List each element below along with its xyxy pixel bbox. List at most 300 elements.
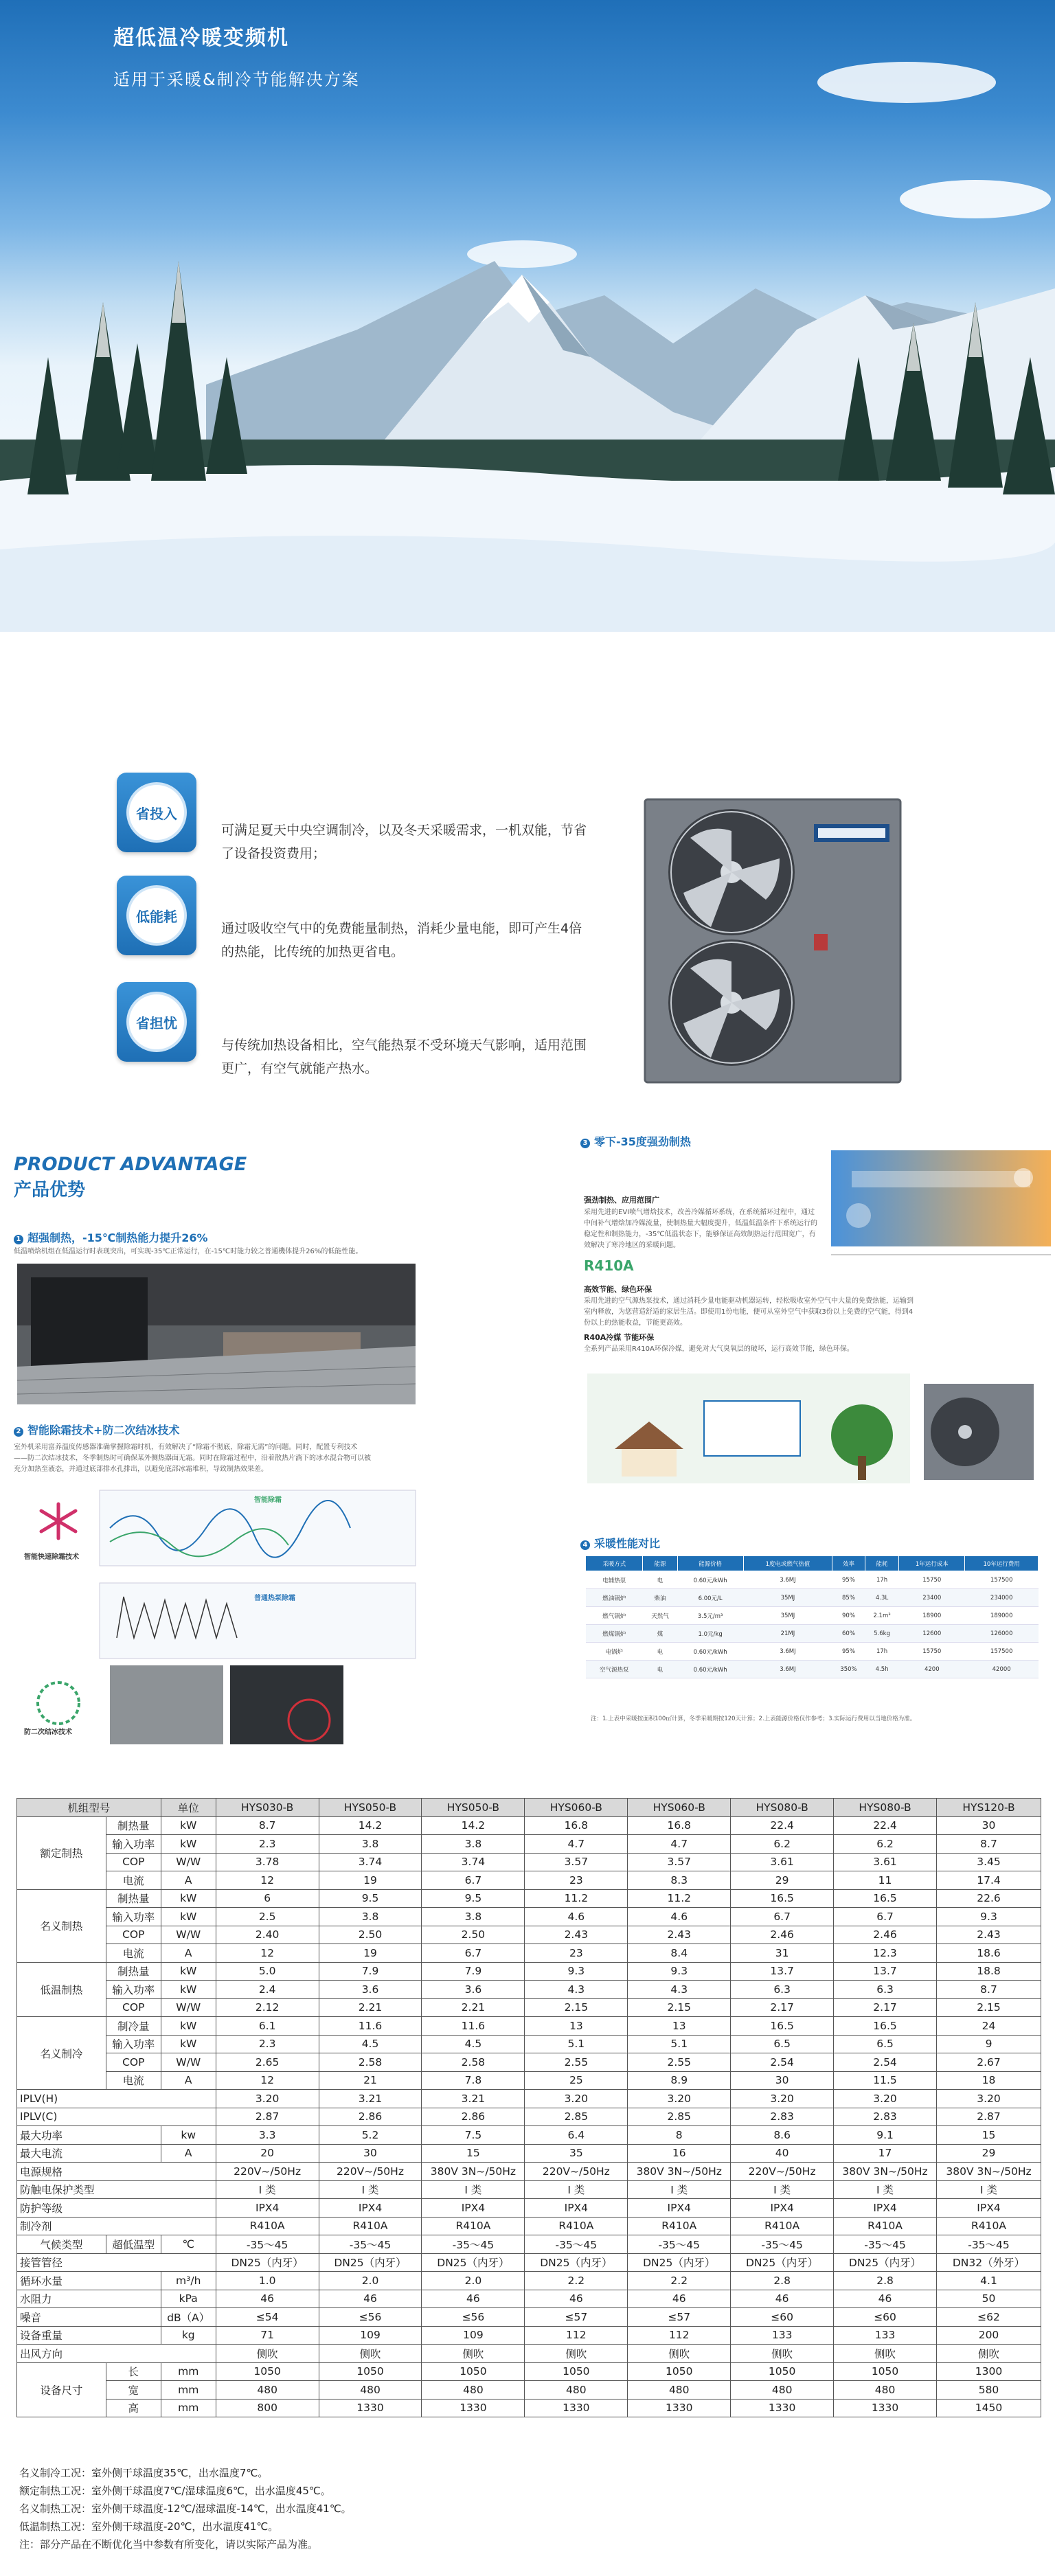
table-cell: 35MJ <box>743 1607 832 1625</box>
table-cell: 制热量 <box>106 1889 161 1908</box>
snowflake-icon <box>27 1501 89 1555</box>
section-title: 采暖性能对比 <box>594 1537 661 1550</box>
table-cell: ≤56 <box>422 2308 525 2327</box>
table-cell: I 类 <box>216 2180 319 2199</box>
table-cell: 30 <box>319 2144 422 2163</box>
table-cell: 16.5 <box>731 1889 834 1908</box>
section-title: 零下-35度强劲制热 <box>594 1135 691 1148</box>
table-cell: 46 <box>628 2290 731 2308</box>
table-cell: 1.0 <box>216 2272 319 2290</box>
table-row <box>586 1571 1039 1589</box>
energy-desc: 采用先进的空气源热泵技术，通过消耗少量电能驱动机器运转，轻松吸收室外空气中大量的免费热能，运输到室内释放，为您营造舒适的家居生活。即使用1份电能，便可从室外空气中获取3份以上免费的空气能，得到4份以上的热能收益，节能更高效。 <box>584 1297 914 1327</box>
table-cell: 2.21 <box>319 1998 422 2017</box>
table-cell: 17.4 <box>937 1871 1041 1890</box>
table-cell: 低温制热 <box>17 1962 106 2017</box>
table-cell: 能耗 <box>865 1556 898 1571</box>
table-cell: 1050 <box>834 2362 937 2381</box>
table-cell: 3.21 <box>422 2090 525 2108</box>
table-cell: 0.60元/kWh <box>677 1571 743 1589</box>
table-cell: 580 <box>937 2381 1041 2400</box>
table-row <box>17 1799 1041 1817</box>
table-cell: 31 <box>731 1944 834 1963</box>
table-cell: 循环水量 <box>17 2272 161 2290</box>
feature-icon-save-investment <box>117 773 196 852</box>
table-cell: 2.1m³ <box>865 1607 898 1625</box>
table-row <box>586 1625 1039 1643</box>
table-cell: I 类 <box>937 2180 1041 2199</box>
table-row <box>17 2180 1041 2199</box>
table-cell: HYS030-B <box>216 1799 319 1817</box>
table-cell: 3.3 <box>216 2126 319 2145</box>
table-cell: kW <box>161 2017 216 2036</box>
table-cell: 天然气 <box>643 1607 677 1625</box>
table-cell: 126000 <box>965 1625 1039 1643</box>
table-cell: 18900 <box>899 1607 965 1625</box>
table-cell: 单位 <box>161 1799 216 1817</box>
table-cell: 水阻力 <box>17 2290 161 2308</box>
table-cell: 2.58 <box>422 2053 525 2072</box>
table-cell: 16.5 <box>834 2017 937 2036</box>
table-cell: 109 <box>319 2326 422 2345</box>
table-cell: 4.5h <box>865 1661 898 1678</box>
table-cell: 6.5 <box>834 2035 937 2053</box>
table-cell: 制热量 <box>106 1962 161 1981</box>
table-cell: 2.40 <box>216 1926 319 1944</box>
table-cell: 12 <box>216 2071 319 2090</box>
table-row <box>17 2090 1041 2108</box>
table-cell: 2.86 <box>319 2108 422 2126</box>
table-cell: 16.5 <box>834 1889 937 1908</box>
table-row <box>17 1998 1041 2017</box>
table-row <box>17 2253 1041 2272</box>
table-cell: 2.5 <box>216 1908 319 1926</box>
table-cell: 4.3 <box>628 1981 731 1999</box>
table-cell: 220V~/50Hz <box>525 2163 628 2181</box>
table-cell: 2.85 <box>628 2108 731 2126</box>
table-cell: 6.7 <box>422 1871 525 1890</box>
table-cell: ≤57 <box>525 2308 628 2327</box>
section-heading <box>14 1422 179 1437</box>
table-cell: ≤56 <box>319 2308 422 2327</box>
table-cell: 3.6 <box>319 1981 422 1999</box>
table-cell: R410A <box>731 2217 834 2235</box>
table-cell: 效率 <box>832 1556 865 1571</box>
table-cell: 22.4 <box>731 1816 834 1835</box>
table-row <box>17 2126 1041 2145</box>
table-cell: kW <box>161 1908 216 1926</box>
table-cell: COP <box>106 1853 161 1871</box>
table-cell: 35MJ <box>743 1589 832 1607</box>
table-cell: 15750 <box>899 1643 965 1661</box>
table-row <box>17 2308 1041 2327</box>
table-cell: 19 <box>319 1871 422 1890</box>
table-cell: I 类 <box>319 2180 422 2199</box>
table-cell: 7.9 <box>422 1962 525 1981</box>
table-cell: I 类 <box>628 2180 731 2199</box>
table-cell: 2.8 <box>834 2272 937 2290</box>
table-cell: 800 <box>216 2399 319 2417</box>
table-cell: 设备重量 <box>17 2326 161 2345</box>
table-cell: IPX4 <box>422 2199 525 2218</box>
table-cell: 2.85 <box>525 2108 628 2126</box>
table-cell: DN32（外牙） <box>937 2253 1041 2272</box>
table-cell: 6 <box>216 1889 319 1908</box>
table-row <box>17 2017 1041 2036</box>
spec-note: 名义制冷工况：室外侧干球温度35℃，出水温度7℃。 <box>19 2467 269 2479</box>
temperature-range-chart <box>831 1150 1051 1264</box>
table-cell: 制冷剂 <box>17 2217 216 2235</box>
table-cell: 4.7 <box>628 1835 731 1854</box>
table-cell: 4.5 <box>319 2035 422 2053</box>
table-cell: 18.8 <box>937 1962 1041 1981</box>
table-cell: W/W <box>161 1998 216 2017</box>
table-cell: 234000 <box>965 1589 1039 1607</box>
table-cell: I 类 <box>525 2180 628 2199</box>
table-cell: 2.50 <box>319 1926 422 1944</box>
table-cell: 8.7 <box>216 1816 319 1835</box>
table-cell: 4.6 <box>525 1908 628 1926</box>
table-cell: 22.6 <box>937 1889 1041 1908</box>
table-row <box>17 2217 1041 2235</box>
table-cell: 2.83 <box>834 2108 937 2126</box>
table-cell: 防护等级 <box>17 2199 216 2218</box>
table-cell: 480 <box>319 2381 422 2400</box>
table-row <box>17 2144 1041 2163</box>
table-cell: m³/h <box>161 2272 216 2290</box>
table-cell: 5.1 <box>628 2035 731 2053</box>
table-cell: ≤57 <box>628 2308 731 2327</box>
table-cell: 133 <box>731 2326 834 2345</box>
table-cell: 2.21 <box>422 1998 525 2017</box>
table-row <box>586 1556 1039 1571</box>
table-cell: 0.60元/kWh <box>677 1661 743 1678</box>
table-cell: 46 <box>731 2290 834 2308</box>
table-cell: 输入功率 <box>106 1981 161 1999</box>
table-row <box>586 1661 1039 1678</box>
table-cell: 480 <box>628 2381 731 2400</box>
table-cell: IPX4 <box>628 2199 731 2218</box>
table-cell: 29 <box>731 1871 834 1890</box>
table-cell: 电 <box>643 1571 677 1589</box>
table-cell: 112 <box>525 2326 628 2345</box>
table-cell: 3.8 <box>319 1908 422 1926</box>
table-cell: I 类 <box>834 2180 937 2199</box>
energy-heading: 高效节能、绿色环保 <box>584 1285 652 1294</box>
table-cell: 11 <box>834 1871 937 1890</box>
table-cell: 480 <box>422 2381 525 2400</box>
table-cell: 5.2 <box>319 2126 422 2145</box>
table-row <box>17 1853 1041 1871</box>
section-number: 1 <box>14 1235 23 1244</box>
table-cell: IPLV(H) <box>17 2090 216 2108</box>
table-cell: 电辅热泵 <box>586 1571 643 1589</box>
table-cell: 50 <box>937 2290 1041 2308</box>
table-row <box>586 1589 1039 1607</box>
table-cell: 9.5 <box>422 1889 525 1908</box>
defrost-charts <box>96 1487 419 1665</box>
table-cell: -35～45 <box>216 2235 319 2254</box>
table-cell: 6.3 <box>834 1981 937 1999</box>
table-cell: 12 <box>216 1871 319 1890</box>
table-cell: 4.1 <box>937 2272 1041 2290</box>
advantage-title-cn: 产品优势 <box>14 1180 86 1200</box>
feature-text: 通过吸收空气中的免费能量制热，消耗少量电能，即可产生4倍的热能，比传统的加热更省电。 <box>221 921 582 959</box>
table-cell: 15750 <box>899 1571 965 1589</box>
table-cell: 1050 <box>731 2362 834 2381</box>
table-row <box>17 1871 1041 1890</box>
table-cell: W/W <box>161 1853 216 1871</box>
table-row <box>17 2035 1041 2053</box>
defrost-left-label: 智能快速除霜技术 <box>24 1553 79 1561</box>
table-cell: kW <box>161 1889 216 1908</box>
advantage-title-en: PRODUCT ADVANTAGE <box>14 1154 247 1175</box>
table-cell: 5.1 <box>525 2035 628 2053</box>
table-cell: mm <box>161 2362 216 2381</box>
table-cell: 17h <box>865 1643 898 1661</box>
table-cell: 12 <box>216 1944 319 1963</box>
table-cell: 7.5 <box>422 2126 525 2145</box>
hero-title: 超低温冷暖变频机 <box>113 26 289 50</box>
table-cell: dB（A） <box>161 2308 216 2327</box>
table-cell: 2.67 <box>937 2053 1041 2072</box>
heat-pump-unit-image <box>642 797 903 1085</box>
table-cell: 8.7 <box>937 1981 1041 1999</box>
table-row <box>17 2199 1041 2218</box>
section-desc: 室外机采用富养温度传感器准确掌握除霜时机，有效解决了“除霜不彻底，除霜无需”的问题。同时，配置专利技术——防二次结冰技术，冬季制热时可确保某外侧热器面无霜。同时在除霜过程中，沿着散热片淌下的冰水混合物可以被充分加热至液态，并通过底部排水孔排出，以避免底部冰霜堆积，导致制热效果差。 <box>14 1444 371 1473</box>
table-cell: 9.5 <box>319 1889 422 1908</box>
table-cell: 9.1 <box>834 2126 937 2145</box>
table-cell: 380V 3N~/50Hz <box>628 2163 731 2181</box>
chart-label-normal-defrost: 普通热泵除霜 <box>254 1595 295 1602</box>
table-cell: 40 <box>731 2144 834 2163</box>
table-cell: 3.6 <box>422 1981 525 1999</box>
table-cell: 18 <box>937 2071 1041 2090</box>
table-cell: 8.9 <box>628 2071 731 2090</box>
table-cell: 2.50 <box>422 1926 525 1944</box>
table-cell: 11.5 <box>834 2071 937 2090</box>
table-row <box>17 2235 1041 2254</box>
table-cell: 71 <box>216 2326 319 2345</box>
table-cell: 46 <box>525 2290 628 2308</box>
table-cell: 380V 3N~/50Hz <box>422 2163 525 2181</box>
table-cell: 最大电流 <box>17 2144 161 2163</box>
table-cell: 16.8 <box>628 1816 731 1835</box>
table-cell: 95% <box>832 1643 865 1661</box>
table-cell: 2.55 <box>525 2053 628 2072</box>
table-cell: ≤54 <box>216 2308 319 2327</box>
table-cell: 6.5 <box>731 2035 834 2053</box>
table-cell: 220V~/50Hz <box>216 2163 319 2181</box>
table-cell: 高 <box>106 2399 161 2417</box>
table-cell: 46 <box>422 2290 525 2308</box>
table-cell: 13.7 <box>731 1962 834 1981</box>
table-cell: 3.78 <box>216 1853 319 1871</box>
table-row <box>17 2071 1041 2090</box>
table-cell: 接管管径 <box>17 2253 216 2272</box>
fan-top <box>668 809 795 935</box>
table-row <box>17 1835 1041 1854</box>
table-cell: 制冷量 <box>106 2017 161 2036</box>
table-cell: 4.3 <box>525 1981 628 1999</box>
table-cell: 2.46 <box>834 1926 937 1944</box>
section-heading <box>580 1133 691 1149</box>
table-row <box>586 1607 1039 1625</box>
table-cell: 电锅炉 <box>586 1643 643 1661</box>
table-cell: 3.45 <box>937 1853 1041 1871</box>
table-cell: 3.20 <box>937 2090 1041 2108</box>
strong-desc: 采用先进的EVI喷气增焓技术，改善冷媒循环系统，在系统循环过程中，通过中间补气增焓加冷媒流量，使制热量大幅度提升，低温低温条件下系统运行的稳定性和制热能力，-35℃低温状态下，能够保证高效制热运行范围宽广，有效解决了寒冷地区的采暖问题。 <box>584 1209 817 1249</box>
table-cell: 机组型号 <box>17 1799 161 1817</box>
table-cell: R410A <box>834 2217 937 2235</box>
table-cell: 出风方向 <box>17 2345 216 2363</box>
table-cell: 2.15 <box>525 1998 628 2017</box>
table-cell: 电源规格 <box>17 2163 216 2181</box>
coil-photos <box>110 1665 343 1744</box>
table-cell: COP <box>106 2053 161 2072</box>
table-cell: 85% <box>832 1589 865 1607</box>
table-cell: IPX4 <box>319 2199 422 2218</box>
table-cell: 13 <box>628 2017 731 2036</box>
table-cell: 23 <box>525 1944 628 1963</box>
refrigerant-desc: 全系列产品采用R410A环保冷媒，避免对大气臭氧层的破坏，运行高效节能，绿色环保。 <box>584 1345 854 1353</box>
table-cell: IPX4 <box>216 2199 319 2218</box>
table-cell: 480 <box>216 2381 319 2400</box>
table-cell: mm <box>161 2399 216 2417</box>
table-cell: 2.0 <box>422 2272 525 2290</box>
table-cell: 1330 <box>628 2399 731 2417</box>
table-cell: W/W <box>161 1926 216 1944</box>
table-cell: 采暖方式 <box>586 1556 643 1571</box>
table-cell: IPX4 <box>834 2199 937 2218</box>
table-cell: 3.74 <box>422 1853 525 1871</box>
hero-banner <box>0 0 1055 632</box>
table-cell: ℃ <box>161 2235 216 2254</box>
table-cell: 17 <box>834 2144 937 2163</box>
table-cell: 长 <box>106 2362 161 2381</box>
table-cell: IPX4 <box>937 2199 1041 2218</box>
table-cell: IPLV(C) <box>17 2108 216 2126</box>
table-cell: 10年运行费用 <box>965 1556 1039 1571</box>
table-cell: kW <box>161 1962 216 1981</box>
table-cell: 3.20 <box>216 2090 319 2108</box>
table-cell: HYS120-B <box>937 1799 1041 1817</box>
table-cell: 6.7 <box>731 1908 834 1926</box>
table-cell: kW <box>161 1981 216 1999</box>
table-cell: 11.2 <box>525 1889 628 1908</box>
table-cell: 2.3 <box>216 1835 319 1854</box>
table-cell: 6.1 <box>216 2017 319 2036</box>
table-cell: ≤62 <box>937 2308 1041 2327</box>
table-cell: DN25（内牙） <box>422 2253 525 2272</box>
table-cell: 3.8 <box>319 1835 422 1854</box>
table-cell: 112 <box>628 2326 731 2345</box>
table-cell: 3.21 <box>319 2090 422 2108</box>
table-cell: 2.8 <box>731 2272 834 2290</box>
hero-subtitle: 适用于采暖&制冷节能解决方案 <box>113 70 360 89</box>
table-cell: 60% <box>832 1625 865 1643</box>
table-row <box>17 1962 1041 1981</box>
table-cell: 157500 <box>965 1643 1039 1661</box>
table-cell: 4200 <box>899 1661 965 1678</box>
table-cell: 1年运行成本 <box>899 1556 965 1571</box>
table-cell: 23400 <box>899 1589 965 1607</box>
snow-landscape-illustration <box>0 0 1055 632</box>
table-cell: 380V 3N~/50Hz <box>834 2163 937 2181</box>
table-cell: 2.54 <box>834 2053 937 2072</box>
table-row <box>17 1981 1041 1999</box>
table-row <box>17 2326 1041 2345</box>
table-cell: 3.6MJ <box>743 1643 832 1661</box>
table-cell: 4.6 <box>628 1908 731 1926</box>
table-cell: 1度电或燃气热值 <box>743 1556 832 1571</box>
table-cell: kPa <box>161 2290 216 2308</box>
table-cell: 宽 <box>106 2381 161 2400</box>
table-cell: 1.0元/kg <box>677 1625 743 1643</box>
spec-table <box>16 1798 1041 2417</box>
table-cell: A <box>161 1944 216 1963</box>
table-cell: 2.2 <box>628 2272 731 2290</box>
table-row <box>17 2345 1041 2363</box>
table-cell: 30 <box>937 1816 1041 1835</box>
table-cell: 气候类型 <box>17 2235 106 2254</box>
table-cell: HYS080-B <box>834 1799 937 1817</box>
table-cell: 19 <box>319 1944 422 1963</box>
table-cell: 6.3 <box>731 1981 834 1999</box>
table-cell: 5.6kg <box>865 1625 898 1643</box>
table-cell: 2.2 <box>525 2272 628 2290</box>
section-number: 3 <box>580 1139 590 1148</box>
table-cell: 220V~/50Hz <box>731 2163 834 2181</box>
table-cell: 3.8 <box>422 1908 525 1926</box>
table-cell: 1050 <box>525 2362 628 2381</box>
spec-note: 名义制热工况：室外侧干球温度-12℃/湿球温度-14℃，出水温度41℃。 <box>19 2503 352 2515</box>
table-cell: W/W <box>161 2053 216 2072</box>
table-cell: 16.5 <box>731 2017 834 2036</box>
strong-heading: 强劲制热、应用范围广 <box>584 1196 659 1205</box>
table-cell: 8 <box>628 2126 731 2145</box>
table-cell: HYS060-B <box>525 1799 628 1817</box>
table-cell: 2.43 <box>937 1926 1041 1944</box>
section-heading <box>580 1535 660 1551</box>
table-cell: 24 <box>937 2017 1041 2036</box>
spec-note: 注：部分产品在不断优化当中参数有所变化，请以实际产品为准。 <box>19 2538 319 2551</box>
table-cell: A <box>161 2071 216 2090</box>
table-cell: 能源价格 <box>677 1556 743 1571</box>
table-cell: 2.43 <box>525 1926 628 1944</box>
table-cell: 最大功率 <box>17 2126 161 2145</box>
table-cell: -35～45 <box>422 2235 525 2254</box>
table-cell: 3.20 <box>525 2090 628 2108</box>
refrigerant-heading: R40A冷媒 节能环保 <box>584 1333 655 1342</box>
table-cell: 9.3 <box>525 1962 628 1981</box>
table-cell: 2.55 <box>628 2053 731 2072</box>
table-cell: 侧吹 <box>834 2345 937 2363</box>
table-cell: 1050 <box>216 2362 319 2381</box>
table-row <box>17 2399 1041 2417</box>
table-cell: COP <box>106 1926 161 1944</box>
table-cell: 2.4 <box>216 1981 319 1999</box>
table-cell: 2.15 <box>937 1998 1041 2017</box>
table-row <box>17 2053 1041 2072</box>
table-cell: 46 <box>319 2290 422 2308</box>
table-row <box>17 1944 1041 1963</box>
table-cell: 2.86 <box>422 2108 525 2126</box>
table-row <box>17 1889 1041 1908</box>
table-cell: 11.6 <box>422 2017 525 2036</box>
table-cell: R410A <box>628 2217 731 2235</box>
table-cell: 制热量 <box>106 1816 161 1835</box>
table-cell: 480 <box>834 2381 937 2400</box>
